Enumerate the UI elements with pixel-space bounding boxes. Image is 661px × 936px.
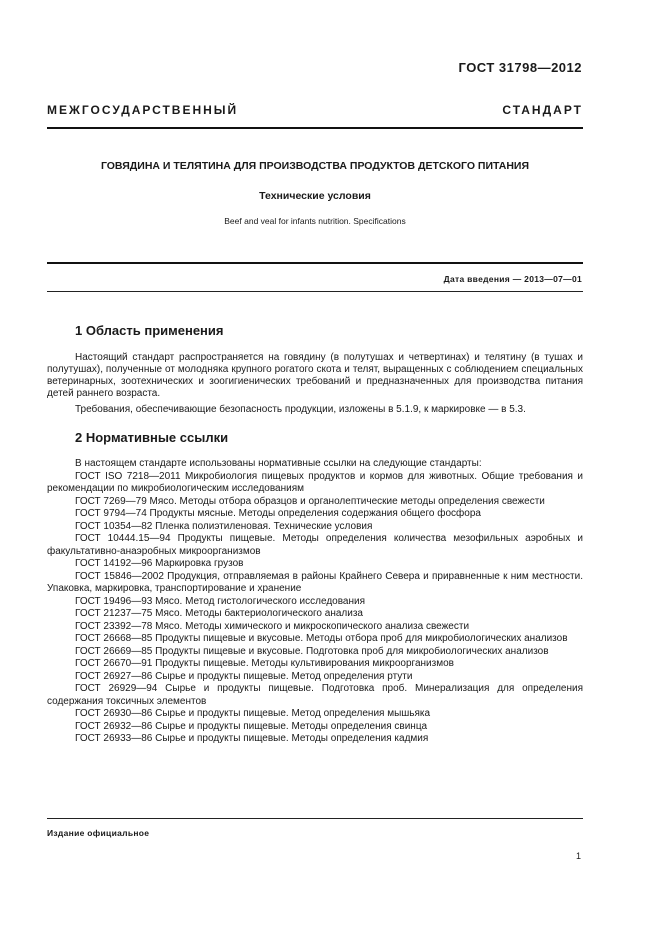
reference-item: ГОСТ 26929—94 Сырье и продукты пищевые. Подготовка проб. Минерализация для определения содержания токсичных элементов	[47, 683, 583, 707]
reference-item: ГОСТ 26927—86 Сырье и продукты пищевые. Метод определения ртути	[75, 670, 413, 682]
footer-rule	[47, 818, 583, 819]
reference-item: ГОСТ 26930—86 Сырье и продукты пищевые. Метод определения мышьяка	[75, 708, 431, 719]
section-1-heading: 1 Область применения	[75, 323, 224, 338]
normative-references-list	[47, 458, 583, 746]
date-rule	[47, 291, 583, 292]
standard-subtitle: Технические условия	[259, 190, 371, 202]
reference-item: ГОСТ 10354—82 Пленка полиэтиленовая. Технические условия	[75, 520, 373, 532]
title-rule	[47, 262, 583, 264]
reference-item: ГОСТ 26668—85 Продукты пищевые и вкусовые. Методы отбора проб для микробиологических анализов	[75, 633, 568, 644]
reference-item: ГОСТ 23392—78 Мясо. Методы химического и микроскопического анализа свежести	[75, 620, 470, 632]
section-1-paragraph: Требования, обеспечивающие безопасность продукции, изложены в 5.1.9, к маркировке — в 5.3.	[75, 404, 526, 415]
reference-item: ГОСТ 26670—91 Продукты пищевые. Методы культивирования микроорганизмов	[75, 658, 454, 669]
reference-item: ГОСТ ISO 7218—2011 Микробиология пищевых продуктов и кормов для животных. Общие требования и рекомендации по микробиологическим исследованиям	[47, 470, 583, 494]
reference-item: ГОСТ 9794—74 Продукты мясные. Методы определения содержания общего фосфора	[75, 508, 481, 519]
reference-item: ГОСТ 26933—86 Сырье и продукты пищевые. Методы определения кадмия	[75, 733, 429, 744]
section-1-paragraph: Настоящий стандарт распространяется на говядину (в полутушах и четвертинах) и телятину (в тушах и полутушах), полученные от молодняка крупного рогатого скота и телят, выращенных с соблюдением специальных ветеринарных, зоотехнических и зоогигиенических требований и предназначенных для производства питания детей раннего возраста.	[47, 352, 583, 399]
reference-item: ГОСТ 7269—79 Мясо. Методы отбора образцов и органолептические методы определения свежести	[75, 495, 545, 507]
reference-item: ГОСТ 14192—96 Маркировка грузов	[75, 558, 244, 569]
reference-item: ГОСТ 15846—2002 Продукция, отправляемая в районы Крайнего Севера и приравненные к ним местности. Упаковка, маркировка, транспортирование и хранение	[47, 570, 583, 594]
official-edition-label: Издание официальное	[47, 828, 150, 838]
section-2-heading: 2 Нормативные ссылки	[75, 430, 229, 445]
reference-item: ГОСТ 21237—75 Мясо. Методы бактериологического анализа	[75, 608, 363, 619]
document-id: ГОСТ 31798—2012	[458, 60, 582, 75]
reference-item: ГОСТ 26669—85 Продукты пищевые и вкусовые. Подготовка проб для микробиологических анализов	[75, 645, 549, 657]
interstate-standard-heading: МЕЖГОСУДАРСТВЕННЫЙ СТАНДАРТ	[47, 103, 583, 117]
introduction-date: Дата введения — 2013—07—01	[443, 274, 582, 284]
header-rule	[47, 127, 583, 129]
references-intro: В настоящем стандарте использованы нормативные ссылки на следующие стандарты:	[75, 458, 482, 469]
reference-item: ГОСТ 19496—93 Мясо. Метод гистологического исследования	[75, 595, 366, 607]
standard-title: ГОВЯДИНА И ТЕЛЯТИНА ДЛЯ ПРОИЗВОДСТВА ПРОДУКТОВ ДЕТСКОГО ПИТАНИЯ	[100, 160, 530, 172]
reference-item: ГОСТ 26932—86 Сырье и продукты пищевые. Методы определения свинца	[75, 720, 428, 732]
page-number: 1	[575, 851, 581, 861]
english-title: Beef and veal for infants nutrition. Specifications	[224, 216, 406, 226]
reference-item: ГОСТ 10444.15—94 Продукты пищевые. Методы определения количества мезофильных аэробных и факультативно-анаэробных микроорганизмов	[47, 533, 583, 557]
